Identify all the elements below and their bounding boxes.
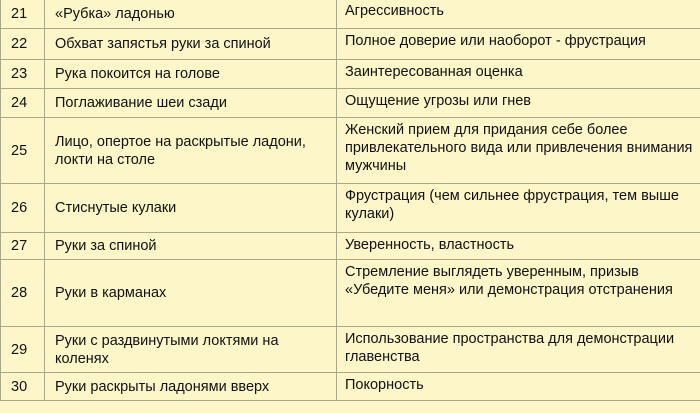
meaning-cell: Женский прием для придания себе более привлекательного вида или привлечения внимания мужчины <box>337 118 700 184</box>
table-row <box>1 260 700 327</box>
meaning-cell: Фрустрация (чем сильнее фрустрация, тем выше кулаки) <box>337 184 700 233</box>
table-row <box>1 60 700 89</box>
gesture-cell: Руки за спиной <box>45 233 337 260</box>
table-row <box>1 327 700 373</box>
meaning-cell: Заинтересованная оценка <box>337 60 700 89</box>
meaning-cell: Агрессивность <box>337 0 700 29</box>
row-number: 23 <box>1 60 45 89</box>
table-row <box>1 0 700 29</box>
gesture-cell: Лицо, опертое на раскрытые ладони, локти на столе <box>45 118 337 184</box>
meaning-cell: Полное доверие или наоборот - фрустрация <box>337 29 700 60</box>
gesture-cell: Руки с раздвинутыми локтями на коленях <box>45 327 337 373</box>
row-number: 26 <box>1 184 45 233</box>
row-number: 21 <box>1 0 45 29</box>
table-row <box>1 29 700 60</box>
gesture-cell: Поглаживание шеи сзади <box>45 89 337 118</box>
gesture-cell: Руки раскрыты ладонями вверх <box>45 373 337 401</box>
table-row <box>1 233 700 260</box>
gesture-cell: Руки в карманах <box>45 260 337 327</box>
gesture-cell: «Рубка» ладонью <box>45 0 337 29</box>
row-number: 24 <box>1 89 45 118</box>
meaning-cell: Покорность <box>337 373 700 401</box>
row-number: 30 <box>1 373 45 401</box>
gesture-cell: Обхват запястья руки за спиной <box>45 29 337 60</box>
gesture-cell: Стиснутые кулаки <box>45 184 337 233</box>
row-number: 29 <box>1 327 45 373</box>
row-number: 22 <box>1 29 45 60</box>
row-number: 28 <box>1 260 45 327</box>
meaning-cell: Стремление выглядеть уверенным, призыв «Убедите меня» или демонстрация отстранения <box>337 260 700 327</box>
table-row <box>1 184 700 233</box>
row-number: 25 <box>1 118 45 184</box>
meaning-cell: Использование пространства для демонстрации главенства <box>337 327 700 373</box>
meaning-cell: Ощущение угрозы или гнев <box>337 89 700 118</box>
gesture-cell: Рука покоится на голове <box>45 60 337 89</box>
table-row <box>1 89 700 118</box>
meaning-cell: Уверенность, властность <box>337 233 700 260</box>
row-number: 27 <box>1 233 45 260</box>
table-row <box>1 118 700 184</box>
table-row <box>1 373 700 401</box>
